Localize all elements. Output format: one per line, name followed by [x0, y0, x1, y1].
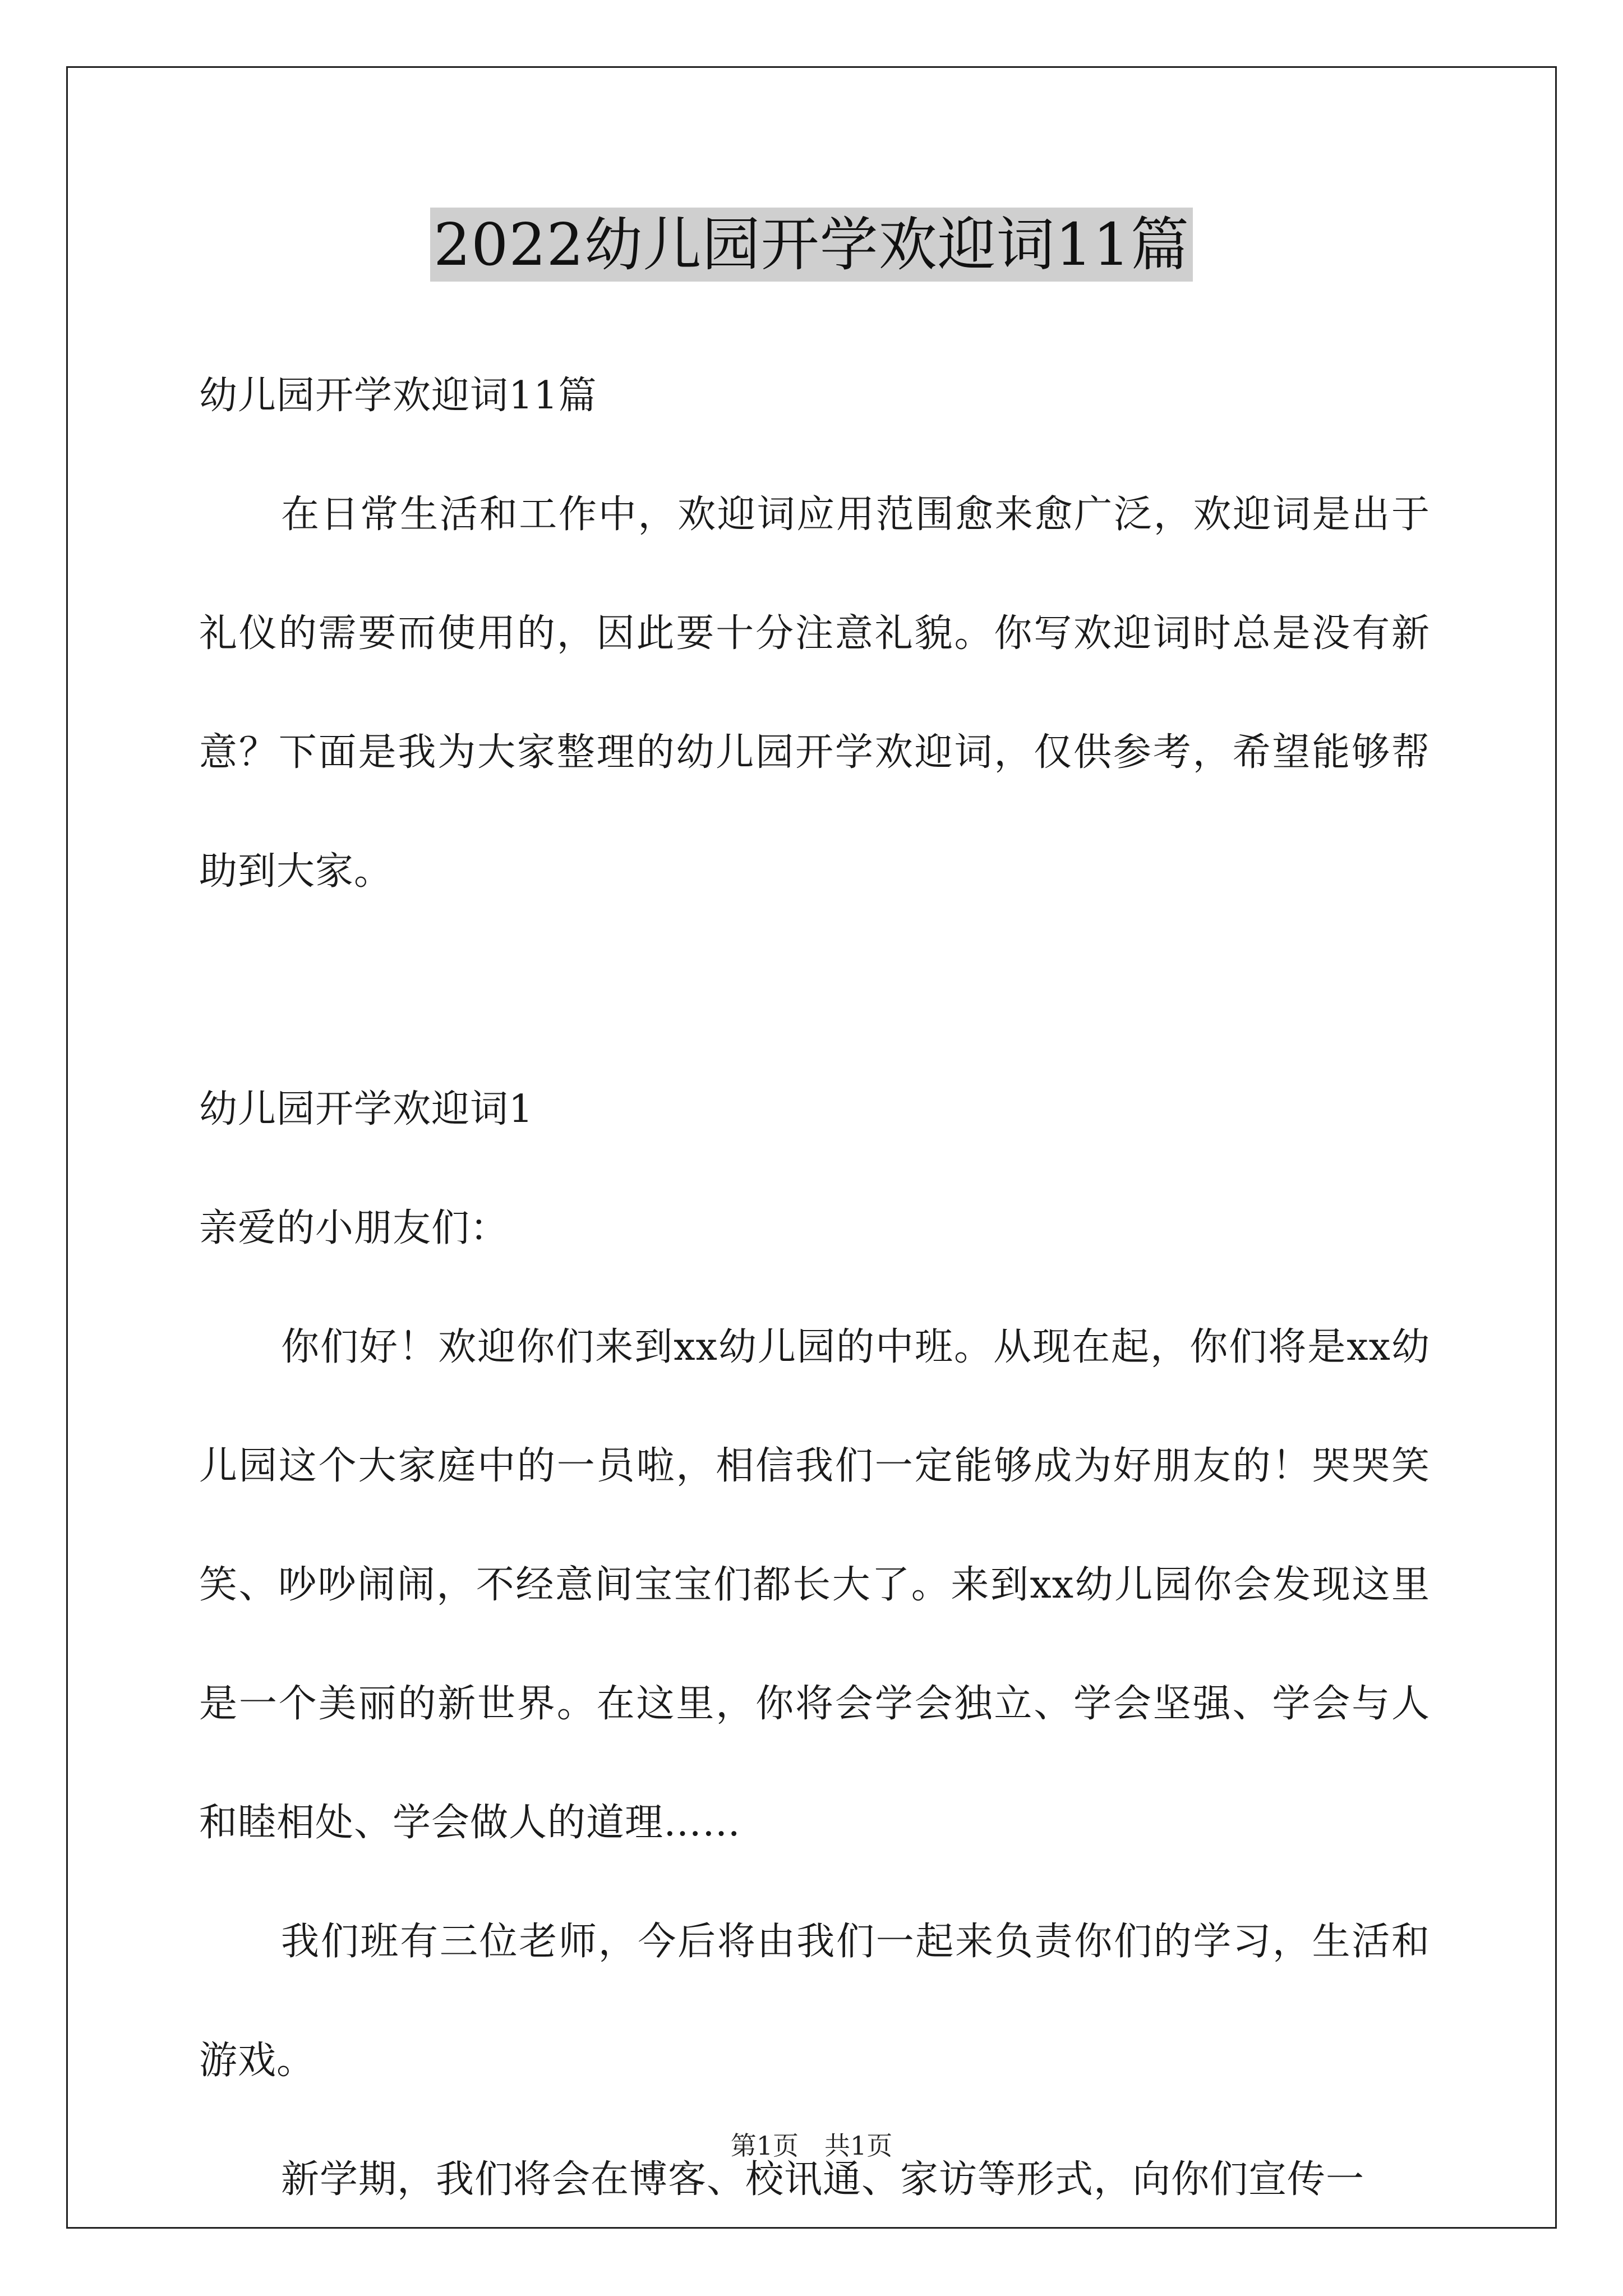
section-heading: 幼儿园开学欢迎词1: [199, 1087, 534, 1131]
subtitle: 幼儿园开学欢迎词11篇: [199, 374, 597, 418]
title-container: [0, 208, 1623, 282]
document-body: [199, 337, 1430, 2239]
document-title: 2022幼儿园开学欢迎词11篇: [430, 208, 1193, 282]
body-paragraph: 你们好！欢迎你们来到xx幼儿园的中班。从现在起，你们将是xx幼儿园这个大家庭中的一员啦，相信我们一定能够成为好朋友的！哭哭笑笑、吵吵闹闹，不经意间宝宝们都长大了。来到xx幼儿园你会发现这里是一个美丽的新世界。在这里，你将会学会独立、学会坚强、学会与人和睦相处、学会做人的道理……: [199, 1325, 1430, 1845]
page-footer: 第1页 共1页: [730, 2131, 893, 2161]
intro-paragraph: 在日常生活和工作中，欢迎词应用范围愈来愈广泛，欢迎词是出于礼仪的需要而使用的，因此要十分注意礼貌。你写欢迎词时总是没有新意？下面是我为大家整理的幼儿园开学欢迎词，仅供参考，希望能够帮助到大家。: [199, 493, 1430, 894]
salutation: 亲爱的小朋友们：: [199, 1206, 509, 1250]
section-spacer: [199, 931, 1430, 1050]
body-paragraph: 我们班有三位老师，今后将由我们一起来负责你们的学习，生活和游戏。: [199, 1920, 1430, 2083]
body-paragraph: 新学期，我们将会在博客、校讯通、家访等形式，向你们宣传一: [281, 2157, 1365, 2202]
